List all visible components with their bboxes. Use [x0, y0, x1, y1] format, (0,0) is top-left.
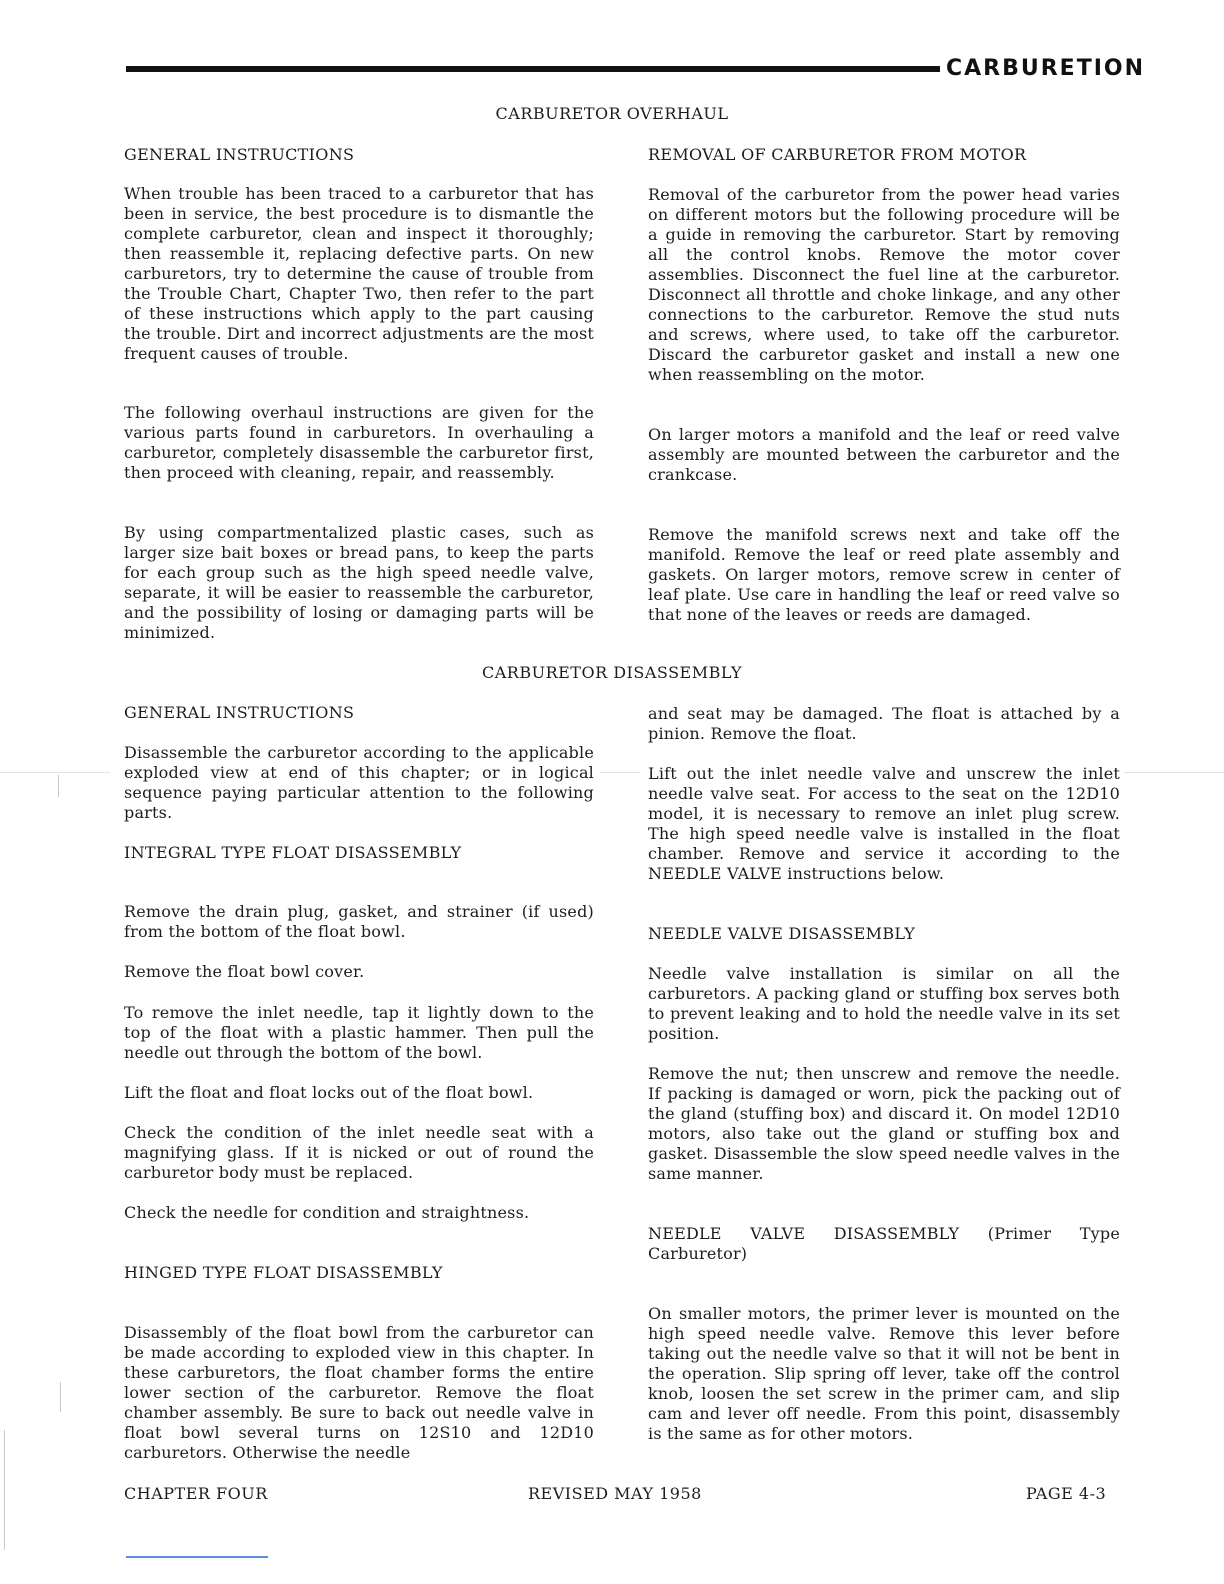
disassembly-step: To remove the inlet needle, tap it lightly down to the top of the float with a plastic hammer. Then pull the needle out through the bottom of the bowl.	[124, 1003, 594, 1062]
disassembly-step: Remove the float bowl cover.	[124, 962, 365, 981]
margin-mark	[4, 1430, 5, 1550]
needle-valve-heading: NEEDLE VALVE DISASSEMBLY	[648, 924, 916, 943]
integral-float-heading: INTEGRAL TYPE FLOAT DISASSEMBLY	[124, 843, 462, 862]
hinged-float-heading: HINGED TYPE FLOAT DISASSEMBLY	[124, 1263, 443, 1282]
disassembly-step: Lift the float and float locks out of the float bowl.	[124, 1083, 534, 1102]
overhaul-paragraph: When trouble has been traced to a carburetor that has been in service, the best procedure is to dismantle the complete carburetor, clean and inspect it thoroughly; then reassemble it, replacing defective parts. On new carburetors, try to determine the cause of trouble from the Trouble Chart, Chapter Two, then refer to the part of these instructions which apply to the part causing the trouble. Dirt and incorrect adjustments are the most frequent causes of trouble.	[124, 184, 594, 363]
footer-chapter: CHAPTER FOUR	[124, 1484, 268, 1503]
margin-mark	[58, 775, 59, 797]
overhaul-paragraph: The following overhaul instructions are given for the various parts found in carburetors. In overhauling a carburetor, completely disassemble the carburetor first, then proceed with cleaning, repair, and reassembly.	[124, 403, 594, 482]
general-instructions-heading: GENERAL INSTRUCTIONS	[124, 145, 355, 164]
disassembly-paragraph: and seat may be damaged. The float is attached by a pinion. Remove the float.	[648, 704, 1120, 743]
primer-needle-paragraph: On smaller motors, the primer lever is mounted on the high speed needle valve. Remove this lever before taking out the needle valve so that it will not be bent in the operation. Slip spring off lever, take off the control knob, loosen the set screw in the primer cam, and slip cam and lever off needle. From this point, disassembly is the same as for other motors.	[648, 1304, 1120, 1443]
overhaul-paragraph: By using compartmentalized plastic cases, such as larger size bait boxes or bread pans, to keep the parts for each group such as the high speed needle valve, separate, it will be easier to reassemble the carburetor, and the possibility of losing or damaging parts will be minimized.	[124, 523, 594, 642]
header-rule	[126, 66, 940, 72]
primer-needle-heading: NEEDLE VALVE DISASSEMBLY (Primer Type Carburetor)	[648, 1224, 1120, 1263]
disassembly-step: Check the needle for condition and straightness.	[124, 1203, 530, 1222]
removal-paragraph: On larger motors a manifold and the leaf or reed valve assembly are mounted between the carburetor and the crankcase.	[648, 425, 1120, 484]
inlet-needle-paragraph: Lift out the inlet needle valve and unscrew the inlet needle valve seat. For access to the seat on the 12D10 model, it is necessary to remove an inlet plug screw. The high speed needle valve is installed in the float chamber. Remove and service it according to the NEEDLE VALVE instructions below.	[648, 764, 1120, 883]
section-title: CARBURETION	[946, 56, 1146, 81]
removal-paragraph: Removal of the carburetor from the power head varies on different motors but the following procedure will be a guide in removing the carburetor. Start by removing all the control knobs. Remove the motor cover assemblies. Disconnect the fuel line at the carburetor. Disconnect all throttle and choke linkage, and any other connections to the carburetor. Remove the stud nuts and screws, where used, to take off the carburetor. Discard the carburetor gasket and install a new one when reassembling on the motor.	[648, 185, 1120, 384]
bottom-tab-marker	[126, 1556, 268, 1558]
disassembly-title: CARBURETOR DISASSEMBLY	[481, 663, 743, 682]
scan-artifact-line	[0, 772, 110, 773]
hinged-float-paragraph: Disassembly of the float bowl from the carburetor can be made according to exploded view in this chapter. In these carburetors, the float chamber forms the entire lower section of the carburetor. Remove the float chamber assembly. Be sure to back out needle valve in float bowl several turns on 12S10 and 12D10 carburetors. Otherwise the needle	[124, 1323, 594, 1462]
needle-valve-paragraph: Remove the nut; then unscrew and remove the needle. If packing is damaged or worn, pick the packing out of the gland (stuffing box) and discard it. On model 12D10 motors, also take out the gland or stuffing box and gasket. Disassemble the slow speed needle valves in the same manner.	[648, 1064, 1120, 1183]
disassembly-step: Remove the drain plug, gasket, and strainer (if used) from the bottom of the float bowl.	[124, 902, 594, 941]
general-instructions-heading: GENERAL INSTRUCTIONS	[124, 703, 355, 722]
removal-heading: REMOVAL OF CARBURETOR FROM MOTOR	[648, 145, 1027, 164]
disassembly-paragraph: Disassemble the carburetor according to the applicable exploded view at end of this chapter; or in logical sequence paying particular attention to the following parts.	[124, 743, 594, 822]
scan-artifact-line	[600, 772, 640, 773]
removal-paragraph: Remove the manifold screws next and take off the manifold. Remove the leaf or reed plate assembly and gaskets. On larger motors, remove screw in center of leaf plate. Use care in handling the leaf or reed valve so that none of the leaves or reeds are damaged.	[648, 525, 1120, 624]
margin-mark	[60, 1382, 61, 1412]
overhaul-title: CARBURETOR OVERHAUL	[495, 104, 729, 123]
needle-valve-paragraph: Needle valve installation is similar on all the carburetors. A packing gland or stuffing box serves both to prevent leaking and to hold the needle valve in its set position.	[648, 964, 1120, 1043]
scan-artifact-line	[1124, 772, 1224, 773]
disassembly-step: Check the condition of the inlet needle seat with a magnifying glass. If it is nicked or out of round the carburetor body must be replaced.	[124, 1123, 594, 1182]
footer-page-number: PAGE 4-3	[1026, 1484, 1107, 1503]
footer-revised: REVISED MAY 1958	[528, 1484, 702, 1503]
